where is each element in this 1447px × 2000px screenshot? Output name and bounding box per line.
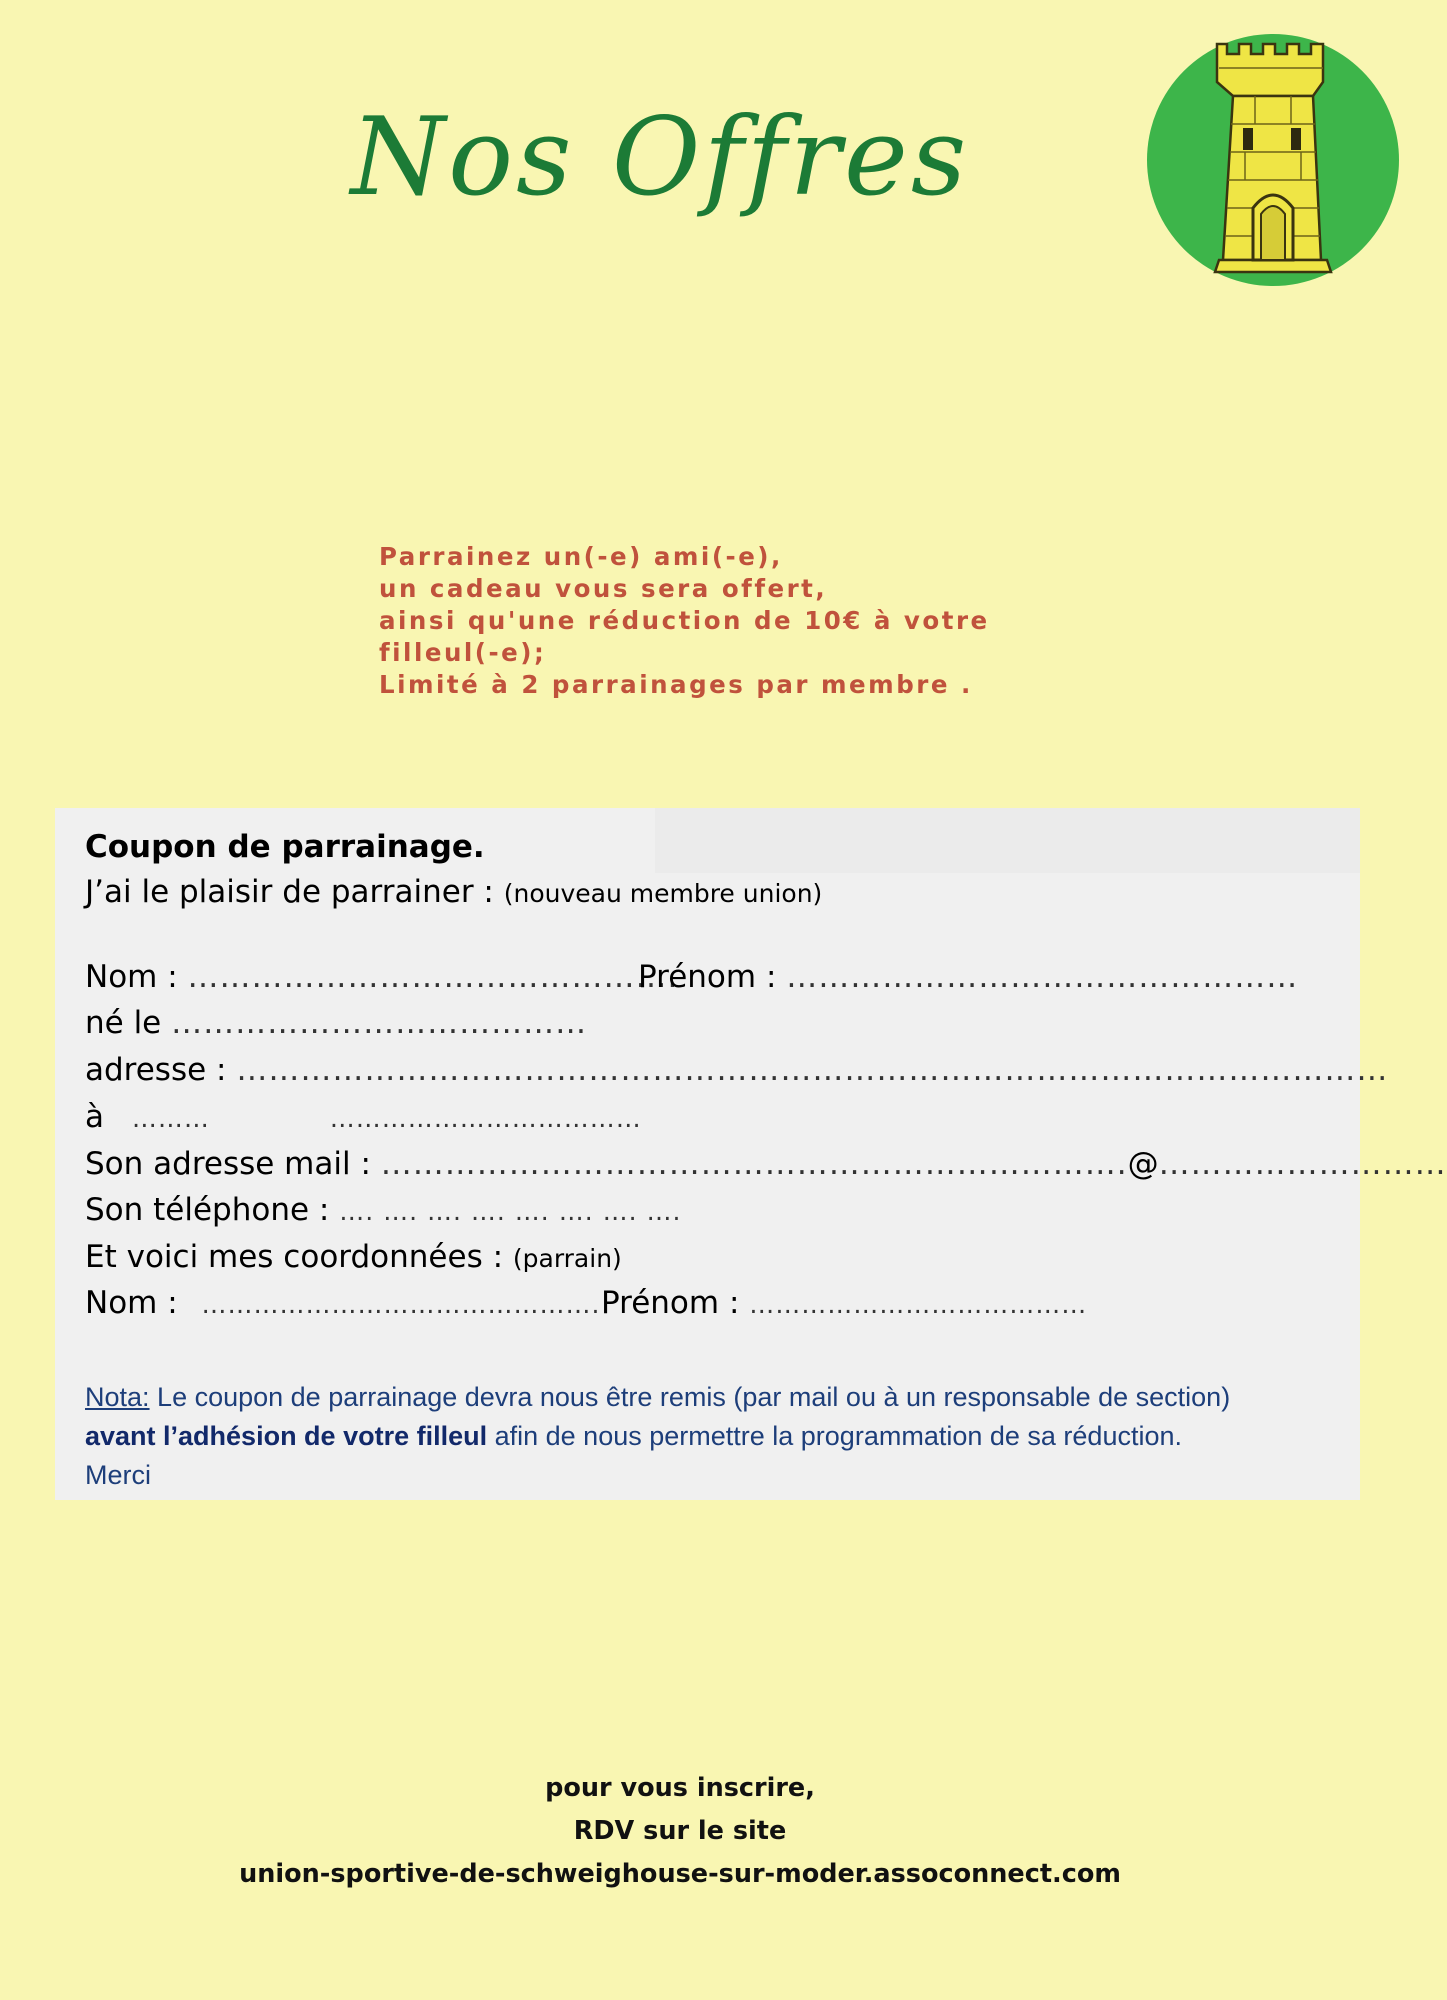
nota-bold: avant l’adhésion de votre filleul [85,1421,488,1451]
offer-line: ainsi qu'une réduction de 10€ à votre [379,606,990,635]
birth-row [85,1004,587,1042]
footer-line-2: RDV sur le site [573,1816,787,1846]
prenom-label: Prénom : [638,959,777,995]
coupon-intro [85,873,822,913]
nota-label: Nota: [85,1382,150,1412]
mail-label: Son adresse mail : [85,1146,371,1182]
mail-row [85,1145,1447,1183]
website-link[interactable]: union-sportive-de-schweighouse-sur-moder.assoconnect.com [239,1859,1121,1889]
signup-info [0,1767,1360,1896]
offer-line: Parrainez un(-e) ami(-e), [379,542,783,571]
postcode-field: ……… [131,1104,210,1133]
footer-line-1: pour vous inscrire, [545,1773,815,1803]
nom-field: ………………………………………. [187,959,679,995]
offer-line: filleul(-e); [379,638,547,667]
prenom2-field: ………………………………… [749,1290,1088,1319]
ne-label: né le [85,1005,162,1041]
coord-label: Et voici mes coordonnées : [85,1239,504,1275]
tel-field: …. …. …. …. …. …. …. …. [339,1197,682,1226]
address-row [85,1051,1388,1089]
nom2-label: Nom : [85,1285,178,1321]
adresse-field: ……………………………………………………………………………………………… [236,1052,1389,1088]
tower-logo-icon [1145,32,1401,288]
nom-label: Nom : [85,959,178,995]
nota-text-2: afin de nous permettre la programmation de sa réduction. [487,1421,1182,1451]
nota-text [85,1378,1345,1495]
page-title: Nos Offres [350,95,970,220]
ne-field: ………………………………… [171,1005,588,1041]
at-sign: @ [1127,1146,1159,1182]
referral-coupon [55,808,1447,1500]
offer-line: un cadeau vous sera offert, [379,574,828,603]
godchild-name-row [85,958,678,996]
a-label: à [85,1099,104,1135]
sponsor-firstname-row [601,1284,1087,1324]
nom2-field: ………………………………………. [201,1290,601,1319]
city-field: ……………………………… [329,1104,642,1133]
intro-text: J’ai le plaisir de parrainer : [85,874,494,910]
referral-offer-text [379,541,990,701]
mail-domain-field: ……………………… [1158,1146,1447,1182]
city-row [85,1098,642,1138]
mail-field: ……………………………………………………………. [380,1146,1128,1182]
sponsor-row [85,1238,622,1278]
nota-text-1: Le coupon de parrainage devra nous être remis (par mail ou à un responsable de section) [149,1382,1231,1412]
sponsor-name-row [85,1284,600,1324]
godchild-firstname-row [638,958,1298,996]
adresse-label: adresse : [85,1052,227,1088]
tel-label: Son téléphone : [85,1192,330,1228]
nota-merci: Merci [85,1460,151,1490]
prenom-field: ………………………………………… [786,959,1299,995]
offer-line: Limité à 2 parrainages par membre . [379,670,973,699]
intro-note: (nouveau membre union) [503,879,823,908]
coord-note: (parrain) [512,1244,622,1273]
coupon-title: Coupon de parrainage. [85,829,485,865]
prenom2-label: Prénom : [601,1285,740,1321]
phone-row [85,1191,681,1231]
